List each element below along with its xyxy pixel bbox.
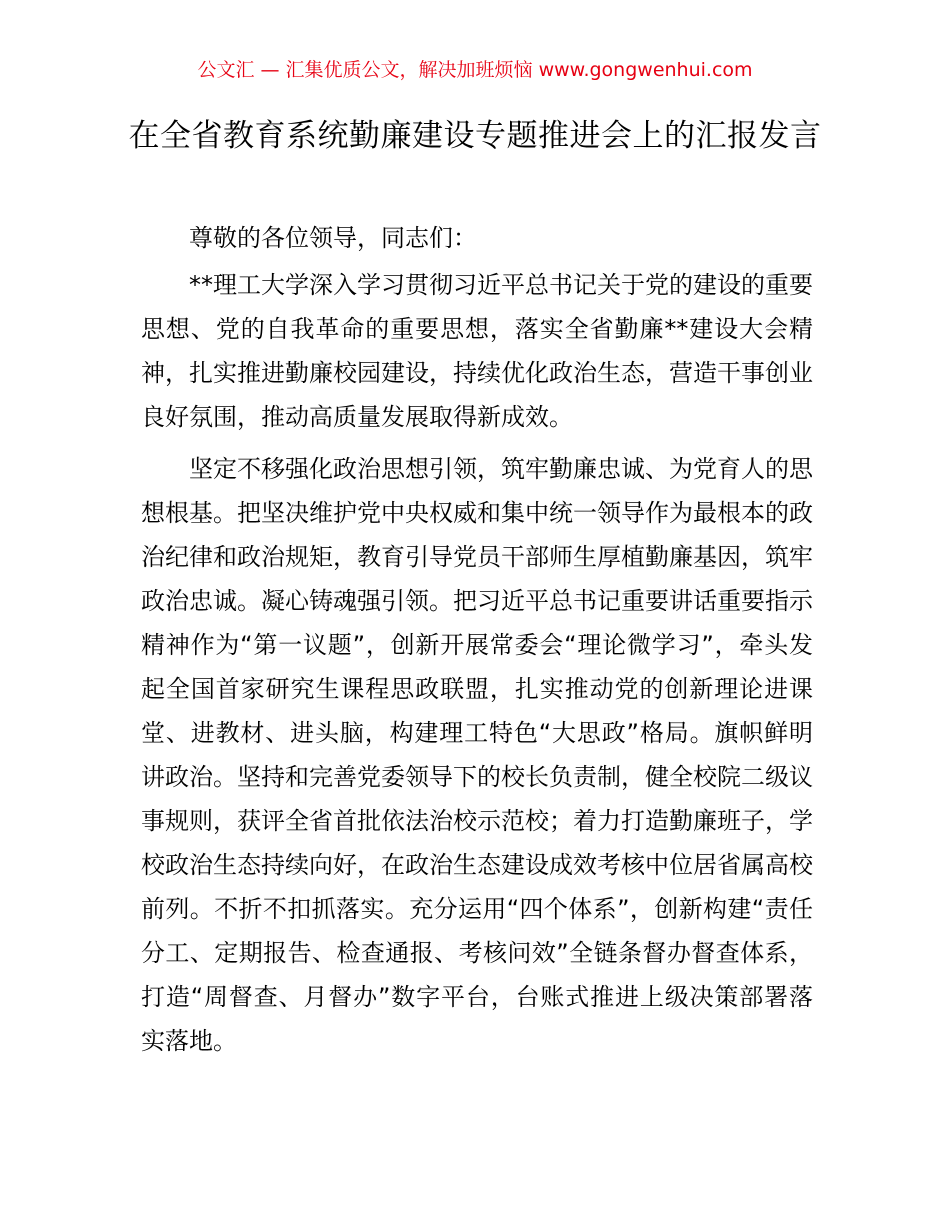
salutation: 尊敬的各位领导，同志们： — [189, 224, 477, 252]
document-title: 在全省教育系统勤廉建设专题推进会上的汇报发言 — [128, 118, 822, 154]
paragraph-block-2 — [141, 447, 813, 1063]
site-banner: 公文汇 — 汇集优质公文，解决加班烦恼 www.gongwenhui.com — [197, 59, 753, 81]
paragraph-2: 坚定不移强化政治思想引领，筑牢勤廉忠诚、为党育人的思想根基。把坚决维护党中央权威和集中统一领导作为最根本的政治纪律和政治规矩，教育引导党员干部师生厚植勤廉基因，筑牢政治忠诚。凝心铸魂强引领。把习近平总书记重要讲话重要指示精神作为“第一议题”，创新开展常委会“理论微学习”，牵头发起全国首家研究生课程思政联盟，扎实推动党的创新理论进课堂、进教材、进头脑，构建理工特色“大思政”格局。旗帜鲜明讲政治。坚持和完善党委领导下的校长负责制，健全校院二级议事规则，获评全省首批依法治校示范校；着力打造勤廉班子，学校政治生态持续向好，在政治生态建设成效考核中位居省属高校前列。不折不扣抓落实。充分运用“四个体系”，创新构建“责任分工、定期报告、检查通报、考核问效”全链条督办督查体系，打造“周督查、月督办”数字平台，台账式推进上级决策部署落实落地。 — [141, 455, 813, 1055]
salutation-block — [141, 216, 813, 260]
paragraph-1: **理工大学深入学习贯彻习近平总书记关于党的建设的重要思想、党的自我革命的重要思想，落实全省勤廉**建设大会精神，扎实推进勤廉校园建设，持续优化政治生态，营造干事创业良好氛围，推动高质量发展取得新成效。 — [141, 271, 813, 431]
paragraph-block-1 — [141, 263, 813, 439]
